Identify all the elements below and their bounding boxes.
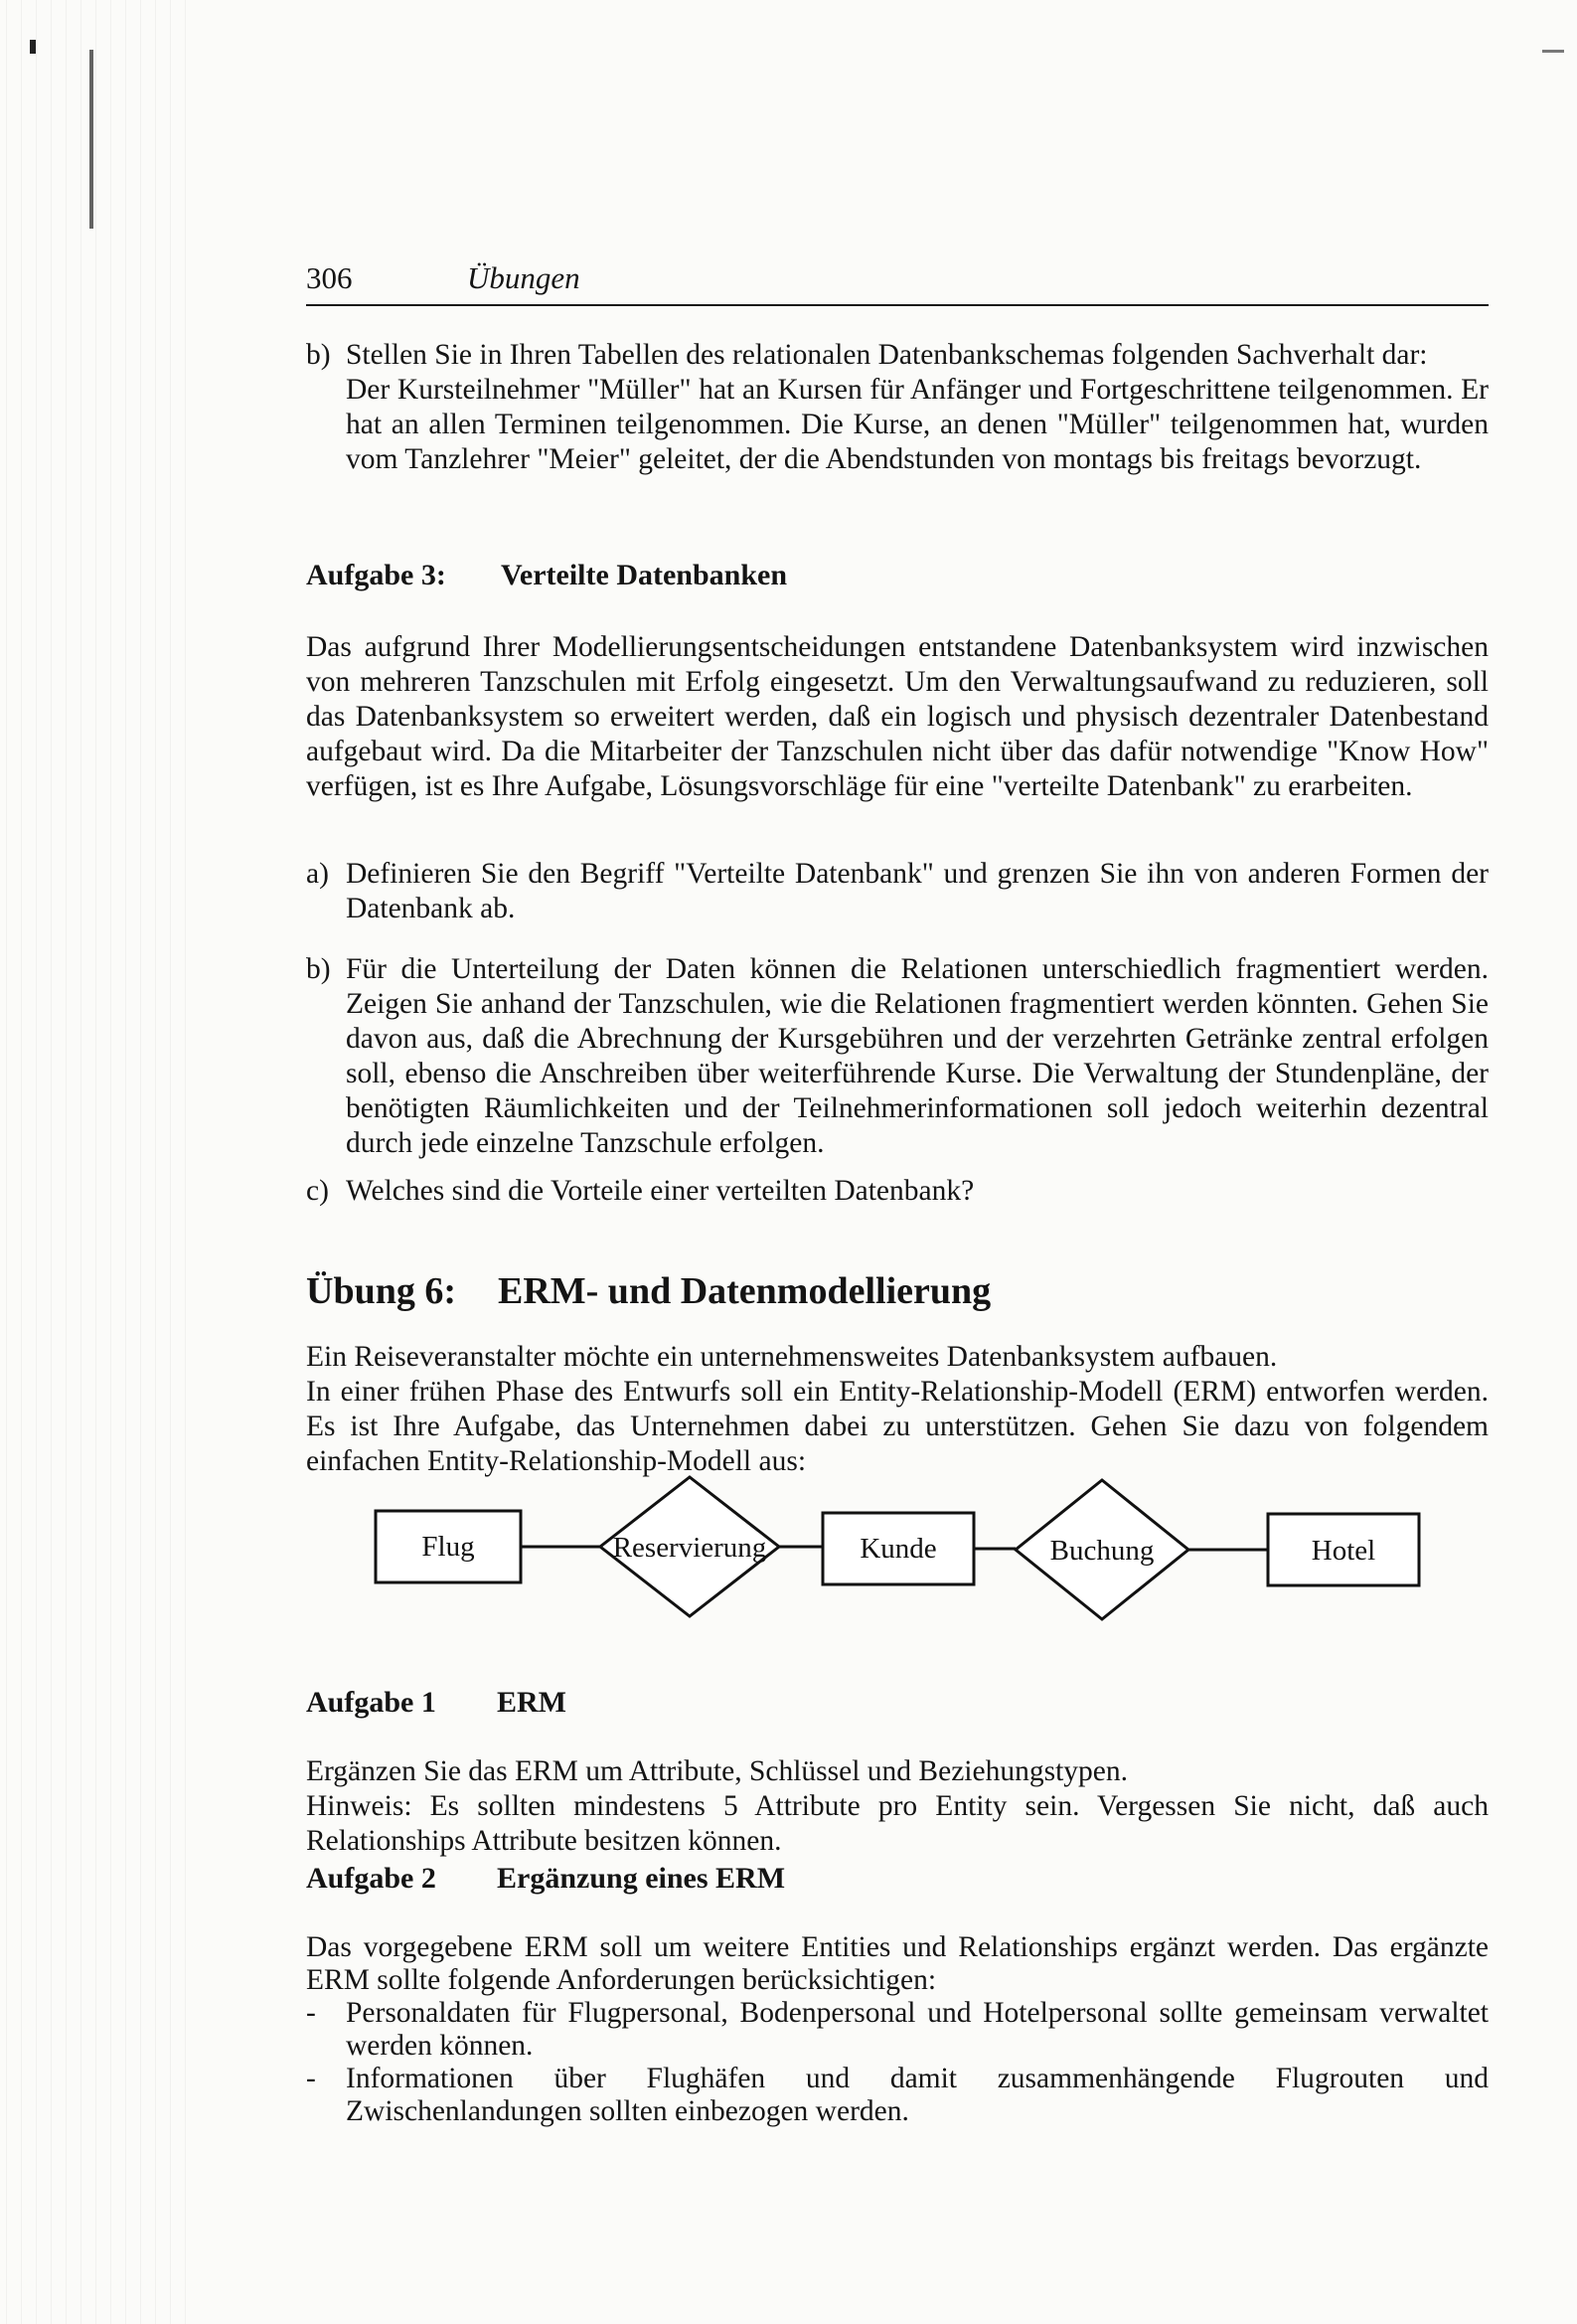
heading-number: Übung 6: <box>306 1270 456 1312</box>
heading-number: Aufgabe 3: <box>306 559 446 591</box>
paragraph-line: Ergänzen Sie das ERM um Attribute, Schlüssel und Beziehungstypen. <box>306 1755 1128 1787</box>
heading-number: Aufgabe 2 <box>306 1862 436 1895</box>
exercise-item-b <box>306 338 1489 477</box>
item-text: Welches sind die Vorteile einer verteilten Datenbank? <box>346 1175 975 1207</box>
item-text: Definieren Sie den Begriff "Verteilte Datenbank" und grenzen Sie ihn von anderen Formen der Datenbank ab. <box>346 858 1489 924</box>
entity-hotel <box>1268 1514 1419 1585</box>
list-item: - Personaldaten für Flugpersonal, Bodenpersonal und Hotelpersonal sollte gemeinsam verwaltet werden können. <box>306 1997 1489 2062</box>
list-item-text: Personaldaten für Flugpersonal, Bodenpersonal und Hotelpersonal sollte gemeinsam verwaltet werden können. <box>346 1997 1489 2062</box>
exercise-item-b2 <box>306 952 1489 1161</box>
page-number: 306 <box>306 260 353 295</box>
paragraph-line: Ein Reiseveranstalter möchte ein unternehmensweites Datenbanksystem aufbauen. <box>306 1341 1278 1373</box>
item-text: Für die Unterteilung der Daten können die Relationen unterschiedlich fragmentiert werden. Zeigen Sie anhand der Tanzschulen, wie die Relationen fragmentiert werden könnten. Gehen Sie davon aus, daß die Abrechnung der Kursgebühren und der verzehrten Getränke zentral erfolgen soll, ebenso die Anschreiben über weiterführende Kurse. Die Verwaltung der Stundenpläne, der benötigten Räumlichkeiten und der Teilnehmerinformationen soll jedoch weiterhin dezentral durch jede einzelne Tanzschule erfolgen. <box>346 953 1489 1159</box>
relationship-reservierung <box>600 1477 779 1616</box>
erm-diagram <box>358 1464 1431 1643</box>
section-heading <box>306 1862 1489 1898</box>
list-item: - Informationen über Flughäfen und damit zusammenhängende Flugrouten und Zwischenlandungen sollten einbezogen werden. <box>306 2063 1489 2127</box>
paragraph: Das vorgegebene ERM soll um weitere Entities und Relationships ergänzt werden. Das ergänzte ERM sollte folgende Anforderungen berücksichtigen: <box>306 1931 1489 1996</box>
item-text: Stellen Sie in Ihren Tabellen des relationalen Datenbankschemas folgenden Sachverhalt dar: <box>346 339 1428 371</box>
heading-title: Ergänzung eines ERM <box>497 1862 786 1895</box>
scan-mark <box>1542 50 1564 53</box>
heading-number: Aufgabe 1 <box>306 1686 436 1719</box>
running-title: Übungen <box>467 260 580 295</box>
item-label: b) <box>306 953 331 985</box>
list-item-text: Informationen über Flughäfen und damit zusammenhängende Flugrouten und Zwischenlandungen sollten einbezogen werden. <box>346 2063 1489 2127</box>
paragraph-line: Hinweis: Es sollten mindestens 5 Attribute pro Entity sein. Vergessen Sie nicht, daß auch Relationships Attribute besitzen können. <box>306 1790 1489 1857</box>
scan-mark <box>89 50 93 229</box>
paragraph <box>306 1754 1489 1859</box>
heading-title: Verteilte Datenbanken <box>501 559 788 591</box>
relationship-label: Reservierung <box>612 1532 767 1564</box>
item-label: a) <box>306 858 329 890</box>
entity-label: Hotel <box>1311 1535 1376 1567</box>
scan-mark <box>30 40 36 54</box>
scan-edge-artifact <box>0 0 189 2324</box>
item-label: b) <box>306 339 331 371</box>
running-head <box>306 260 1489 306</box>
heading-title: ERM- und Datenmodellierung <box>498 1270 992 1312</box>
entity-label: Kunde <box>860 1533 937 1565</box>
paragraph: Das aufgrund Ihrer Modellierungsentscheidungen entstandene Datenbanksystem wird inzwischen von mehreren Tanzschulen mit Erfolg eingesetzt. Um den Verwaltungsaufwand zu reduzieren, soll das Datenbanksystem so erweitert werden, daß ein logisch und physisch dezentraler Datenbestand aufgebaut wird. Da die Mitarbeiter der Tanzschulen nicht über das dafür notwendige "Know How" verfügen, ist es Ihre Aufgabe, Lösungsvorschläge für eine "verteilte Datenbank" zu erarbeiten. <box>306 631 1489 802</box>
relationship-label: Buchung <box>1049 1535 1155 1567</box>
section-heading <box>306 559 1489 594</box>
item-text: Der Kursteilnehmer "Müller" hat an Kursen für Anfänger und Fortgeschrittene teilgenommen. Er hat an allen Terminen teilgenommen. Die Kurse, an denen "Müller" teilgenommen hat, wurden vom Tanzlehrer "Meier" geleitet, der die Abendstunden von montags bis freitags bevorzugt. <box>346 374 1489 475</box>
relationship-buchung <box>1016 1480 1188 1619</box>
entity-label: Flug <box>421 1531 475 1563</box>
paragraph <box>306 1340 1489 1479</box>
item-label: c) <box>306 1175 329 1207</box>
paragraph-line: In einer frühen Phase des Entwurfs soll ein Entity-Relationship-Modell (ERM) entworfen werden. Es ist Ihre Aufgabe, das Unternehmen dabei zu unterstützen. Gehen Sie dazu von folgendem einfachen Entity-Relationship-Modell aus: <box>306 1376 1489 1477</box>
heading-title: ERM <box>497 1686 566 1719</box>
entity-flug <box>376 1511 521 1582</box>
section-heading <box>306 1686 1489 1722</box>
exercise-item-c <box>306 1174 1489 1209</box>
entity-kunde <box>823 1513 974 1584</box>
exercise-item-a <box>306 857 1489 926</box>
